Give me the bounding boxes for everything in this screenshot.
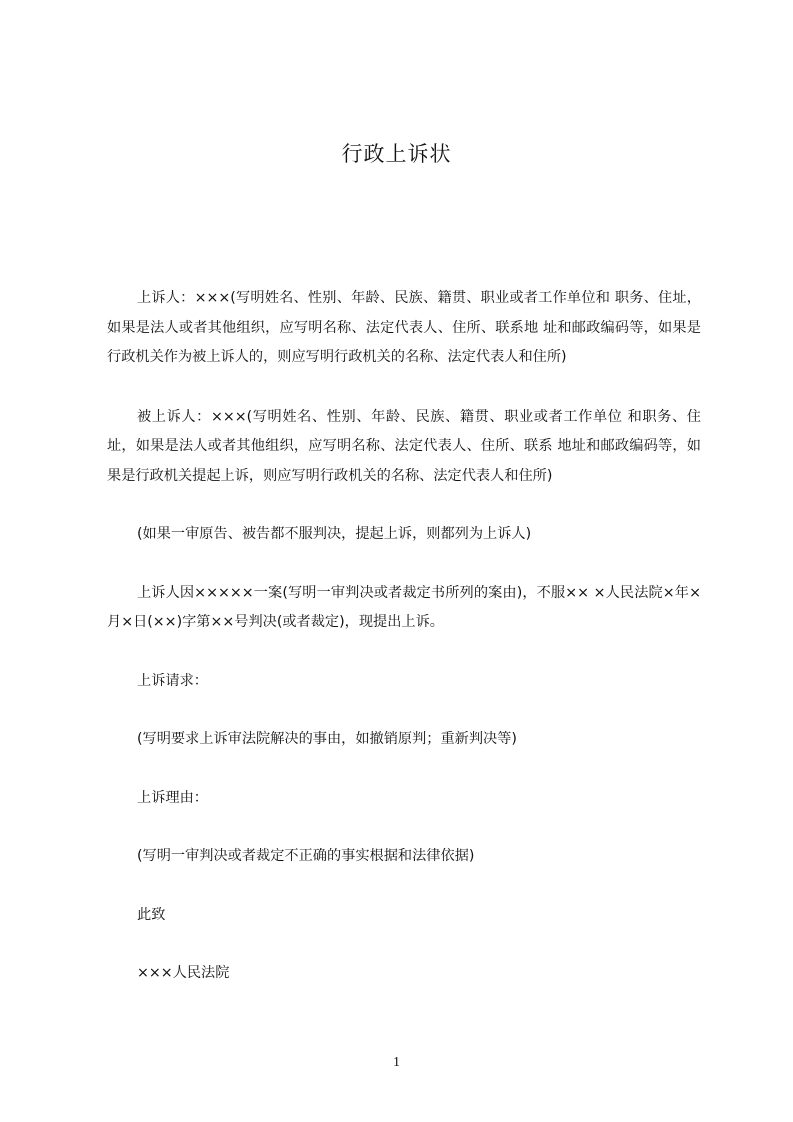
court-name: ×××人民法院	[137, 965, 230, 981]
appeal-reason-heading: 上诉理由：	[137, 789, 208, 806]
appeal-case-paragraph: 上诉人因×××××一案(写明一审判决或者裁定书所列的案由)，不服×× ×人民法院×年×月×日(××)字第××号判决(或者裁定)，现提出上诉。	[107, 584, 701, 630]
appeal-reason-note: (写明一审判决或者裁定不正确的事实根据和法律依据)	[137, 848, 475, 864]
appellee-paragraph: 被上诉人：×××(写明姓名、性别、年龄、民族、籍贯、职业或者工作单位 和职务、住址，如果是法人或者其他组织，应写明名称、法定代表人、住所、联系 地址和邮政编码等，如果是行政机关提起上诉，则应写明行政机关的名称、法定代表人和住所)	[107, 408, 701, 484]
both-parties-note: (如果一审原告、被告都不服判决，提起上诉，则都列为上诉人)	[137, 526, 532, 542]
document-body	[107, 284, 701, 1018]
page-number: 1	[393, 1055, 400, 1070]
appeal-request-note: (写明要求上诉审法院解决的事由，如撤销原判；重新判决等)	[137, 731, 517, 747]
appeal-request-heading: 上诉请求：	[137, 672, 208, 689]
appellant-paragraph: 上诉人：×××(写明姓名、性别、年龄、民族、籍贯、职业或者工作单位和 职务、住址，如果是法人或者其他组织，应写明名称、法定代表人、住所、联系地 址和邮政编码等，如果是行政机关作为被上诉人的，则应写明行政机关的名称、法定代表人和住所)	[107, 290, 701, 365]
document-title: 行政上诉状	[341, 142, 452, 166]
salutation: 此致	[137, 906, 166, 923]
